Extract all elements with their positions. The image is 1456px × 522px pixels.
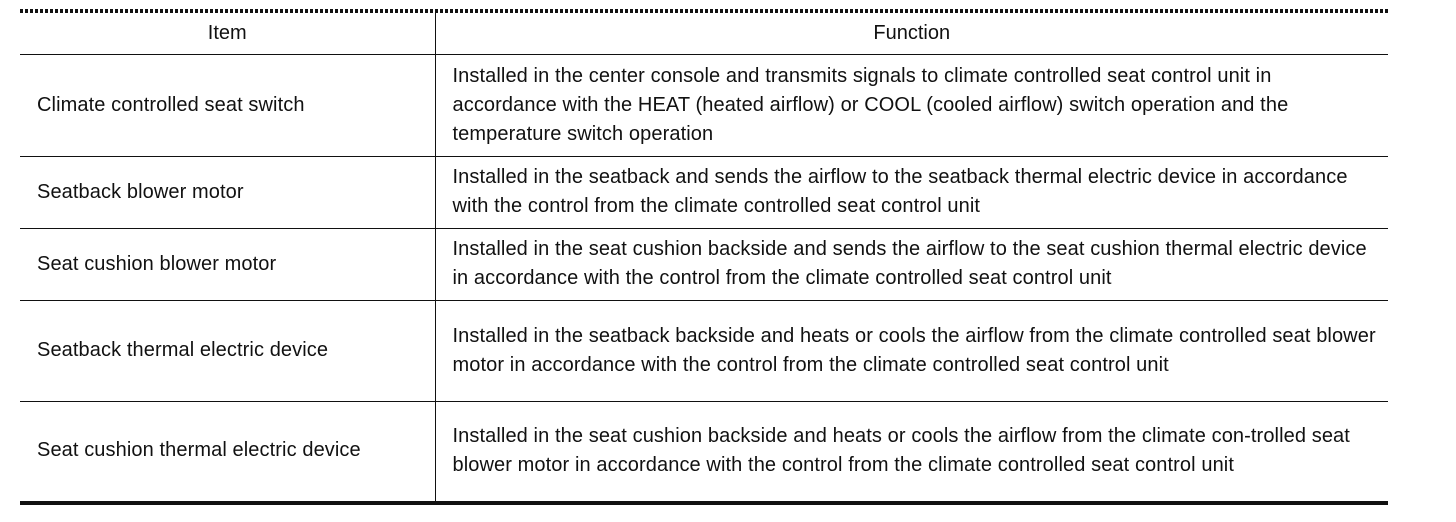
item-cell: Seatback thermal electric device — [20, 301, 435, 402]
function-cell: Installed in the seat cushion backside and sends the airflow to the seat cushion thermal electric device in accordance with the control from the climate controlled seat control unit — [435, 229, 1388, 301]
function-cell: Installed in the seatback backside and heats or cools the airflow from the climate controlled seat blower motor in accordance with the control from the climate controlled seat control unit — [435, 301, 1388, 402]
function-cell: Installed in the seat cushion backside and heats or cools the airflow from the climate con-trolled seat blower motor in accordance with the control from the climate controlled seat control unit — [435, 402, 1388, 503]
item-cell: Seat cushion blower motor — [20, 229, 435, 301]
table-row — [20, 55, 1388, 157]
header-item: Item — [20, 13, 435, 55]
item-cell: Seatback blower motor — [20, 157, 435, 229]
table-row — [20, 229, 1388, 301]
table-row — [20, 157, 1388, 229]
header-row — [20, 13, 1388, 55]
function-cell: Installed in the center console and transmits signals to climate controlled seat control unit in accordance with the HEAT (heated airflow) or COOL (cooled airflow) switch operation and the temperature switch operation — [435, 55, 1388, 157]
table-row — [20, 402, 1388, 503]
item-cell: Seat cushion thermal electric device — [20, 402, 435, 503]
table-row — [20, 301, 1388, 402]
item-function-table — [20, 9, 1388, 505]
item-cell: Climate controlled seat switch — [20, 55, 435, 157]
function-cell: Installed in the seatback and sends the airflow to the seatback thermal electric device in accordance with the control from the climate controlled seat control unit — [435, 157, 1388, 229]
header-function: Function — [435, 13, 1388, 55]
